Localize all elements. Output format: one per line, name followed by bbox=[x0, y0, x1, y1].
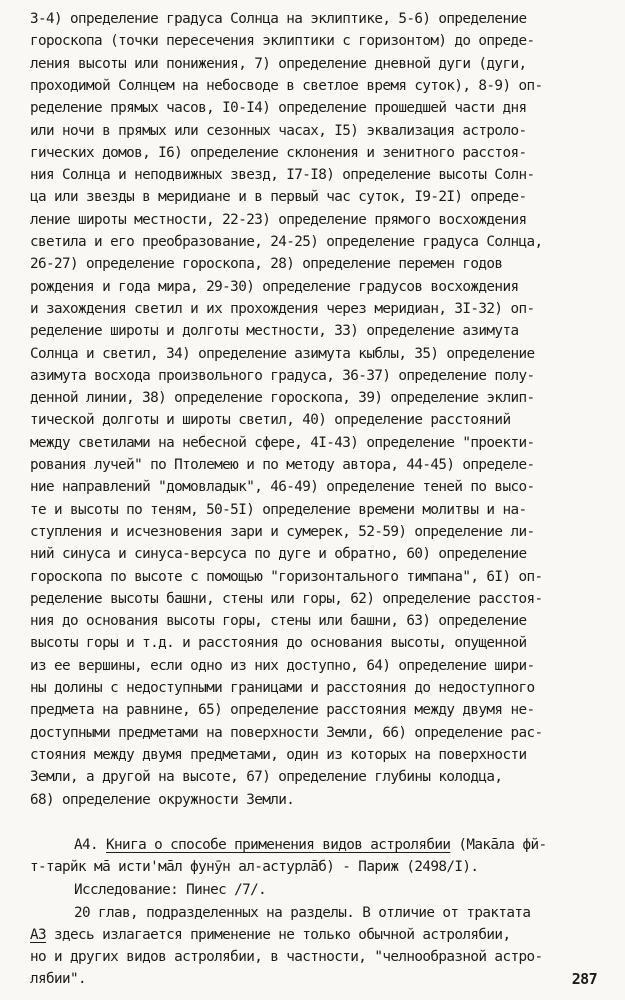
text-line: стояния между двумя предметами, один из которых на поверхности bbox=[30, 746, 527, 763]
text-line: предмета на равнине, 65) определение расстояния между двумя не- bbox=[30, 702, 535, 719]
text-line: гических домов, I6) определение склонения и зенитного расстоя- bbox=[30, 144, 527, 161]
text-line: между светилами на небесной сфере, 4I-43) определение "проекти- bbox=[30, 434, 535, 451]
entry-research: Исследование: Пинес /7/. bbox=[74, 882, 267, 898]
text-line: ны долины с недоступными границами и расстояния до недоступного bbox=[30, 680, 535, 696]
cross-reference: А3 bbox=[30, 927, 47, 943]
entry-title-transliteration: (Макāла фй- bbox=[450, 837, 547, 853]
text-line: Солнца и светил, 34) определение азимута кыблы, 35) определение bbox=[30, 345, 535, 362]
text-line: ца или звезды в меридиане и в первый час суток, I9-2I) опреде- bbox=[30, 189, 527, 206]
text-line: ределение высоты башни, стены или горы, 62) определение расстоя- bbox=[30, 590, 543, 607]
entry-label: А4. bbox=[74, 837, 99, 853]
entry-paragraph-line3: но и других видов астролябии, в частности, "челнообразной астро- bbox=[30, 949, 543, 965]
text-line: 68) определение окружности Земли. bbox=[30, 791, 295, 808]
text-line: ний синуса и синуса-версуса по дуге и обратно, 60) определение bbox=[30, 546, 527, 563]
text-line: ступления и исчезновения зари и сумерек, 52-59) определение ли- bbox=[30, 523, 535, 540]
text-line: 26-27) определение гороскопа, 28) определение перемен годов bbox=[30, 256, 503, 273]
entry-a4-line2: т-тарйк мā исти'мāл фунӯн ал-астурлāб) - Париж (2498/I). bbox=[30, 859, 479, 875]
text-line: те и высоты по теням, 50-5I) определение времени молитвы и на- bbox=[30, 501, 527, 518]
text-line: 3-4) определение градуса Солнца на эклиптике, 5-6) определение bbox=[30, 11, 527, 27]
text-line: гороскопа (точки пересечения эклиптики с горизонтом) до опреде- bbox=[30, 33, 535, 50]
text-line: ления высоты или понижения, 7) определение дневной дуги (дуги, bbox=[30, 55, 527, 72]
text-line: гороскопа по высоте с помощью "горизонтального тимпана", 6I) оп- bbox=[30, 568, 543, 585]
text-line: тической долготы и широты светил, 40) определение расстояний bbox=[30, 412, 511, 429]
text-line: ределение прямых часов, I0-I4) определение прошедшей части дня bbox=[30, 100, 527, 117]
entry-paragraph-line1: 20 глав, подразделенных на разделы. В отличие от трактата bbox=[74, 905, 531, 921]
text-line: ределение широты и долготы местности, 33) определение азимута bbox=[30, 323, 519, 340]
page-number: 287 bbox=[571, 970, 597, 988]
text-line: ление широты местности, 22-23) определение прямого восхождения bbox=[30, 211, 527, 228]
text-line: рождения и года мира, 29-30) определение градусов восхождения bbox=[30, 278, 519, 295]
text-line: ния Солнца и неподвижных звезд, I7-I8) определение высоты Солн- bbox=[30, 167, 535, 184]
text-line: Земли, а другой на высоте, 67) определение глубины колодца, bbox=[30, 769, 503, 786]
text-line: денной линии, 38) определение гороскопа, 39) определение эклип- bbox=[30, 390, 535, 407]
text-line: рования лучей" по Птолемею и по методу автора, 44-45) определе- bbox=[30, 457, 535, 473]
text-line: и захождения светил и их прохождения через меридиан, 3I-32) оп- bbox=[30, 300, 535, 317]
text-line: из ее вершины, если одно из них доступно, 64) определение шири- bbox=[30, 657, 535, 674]
entry-paragraph-line2: А3 здесь излагается применение не только обычной астролябии, bbox=[30, 927, 511, 943]
text-line: или ночи в прямых или сезонных часах, I5) эквализация астроло- bbox=[30, 122, 527, 139]
text-line: ние направлений "домовладык", 46-49) определение теней по высо- bbox=[30, 479, 535, 496]
text-line: высоты горы и т.д. и расстояния до основания высоты, опущенной bbox=[30, 635, 527, 652]
text-line: доступными предметами на поверхности Земли, 66) определение рас- bbox=[30, 724, 543, 741]
text-line: ния до основания высоты горы, стены или башни, 63) определение bbox=[30, 613, 527, 630]
text-line: светила и его преобразование, 24-25) определение градуса Солнца, bbox=[30, 234, 543, 250]
text-line: проходимой Солнцем на небосводе в светлое время суток), 8-9) оп- bbox=[30, 77, 543, 94]
entry-a4-heading bbox=[74, 834, 546, 856]
entry-paragraph-line4: лябии". bbox=[30, 971, 87, 987]
entry-title: Книга о способе применения видов астролябии bbox=[106, 837, 451, 853]
text-line: азимута восхода произвольного градуса, 36-37) определение полу- bbox=[30, 367, 535, 384]
